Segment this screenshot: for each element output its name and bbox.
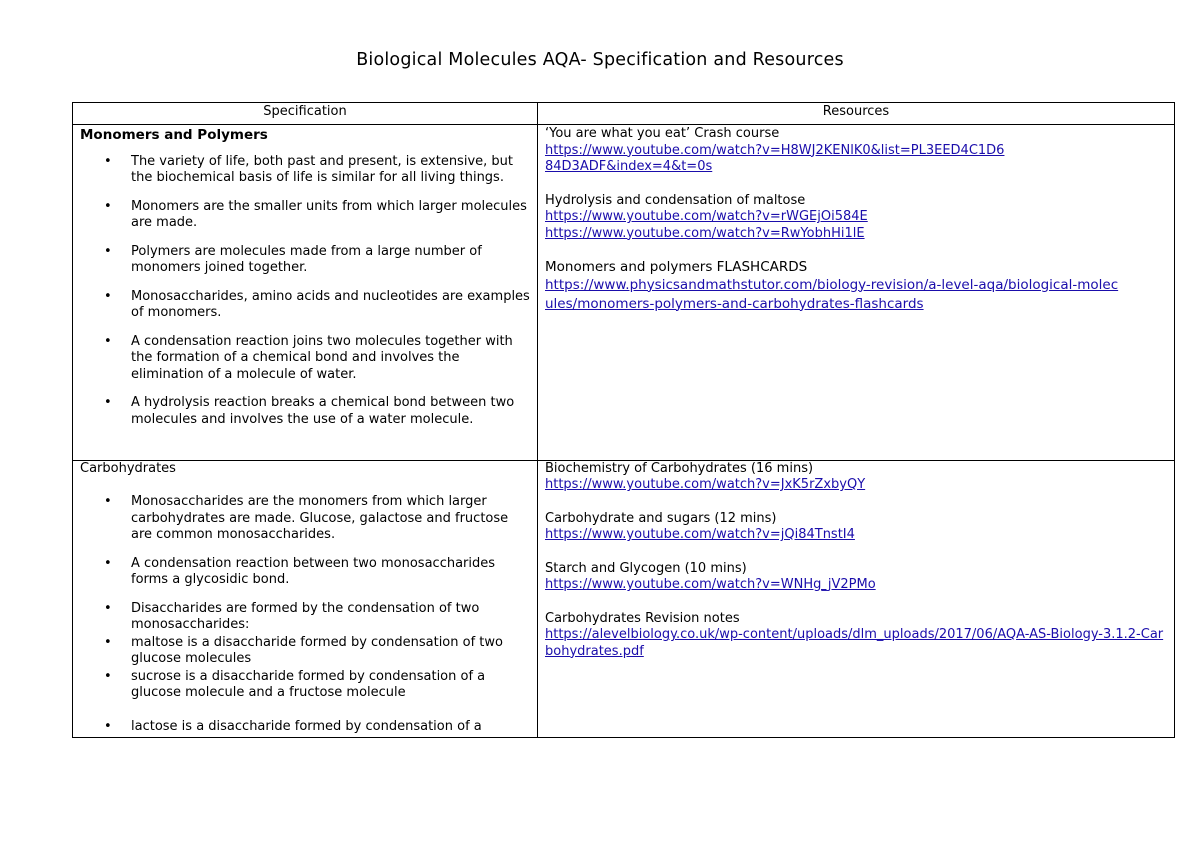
- section-title: Monomers and Polymers: [80, 127, 268, 144]
- resource-link[interactable]: https://www.youtube.com/watch?v=RwYobhHi1lE: [545, 225, 865, 241]
- list-item: • A condensation reaction joins two molecules together with the formation of a chemical bond and involves the elimination of a molecule of water.: [80, 334, 530, 384]
- list-item: • Polymers are molecules made from a large number of monomers joined together.: [80, 244, 530, 277]
- resources-cell: [538, 125, 1175, 461]
- spec-bullet-list: [80, 154, 530, 429]
- resource-title: Carbohydrates Revision notes: [545, 610, 740, 626]
- resource-title: Starch and Glycogen (10 mins): [545, 560, 747, 576]
- list-item: • The variety of life, both past and present, is extensive, but the biochemical basis of life is similar for all living things.: [80, 154, 530, 187]
- resource-link[interactable]: https://www.youtube.com/watch?v=jQi84TnstI4: [545, 527, 855, 543]
- resource-title: Biochemistry of Carbohydrates (16 mins): [545, 460, 814, 476]
- list-item: • Monosaccharides are the monomers from which larger carbohydrates are made. Glucose, galactose and fructose are common monosaccharides.: [80, 494, 530, 544]
- list-item: • Monosaccharides, amino acids and nucleotides are examples of monomers.: [80, 289, 530, 322]
- list-item: • sucrose is a disaccharide formed by condensation of a glucose molecule and a fructose molecule: [80, 669, 530, 702]
- resources-cell: [538, 460, 1175, 737]
- resource-title: Hydrolysis and condensation of maltose: [545, 192, 806, 208]
- resource-title: Carbohydrate and sugars (12 mins): [545, 510, 777, 526]
- resource-link[interactable]: https://www.youtube.com/watch?v=JxK5rZxbyQY: [545, 477, 866, 493]
- list-item: • A hydrolysis reaction breaks a chemical bond between two molecules and involves the use of a water molecule.: [80, 395, 530, 428]
- spec-cell: [73, 460, 538, 737]
- resource-group: [545, 611, 1167, 661]
- list-item: • A condensation reaction between two monosaccharides forms a glycosidic bond.: [80, 556, 530, 589]
- list-item: • Monomers are the smaller units from which larger molecules are made.: [80, 199, 530, 232]
- resource-link[interactable]: https://alevelbiology.co.uk/wp-content/uploads/dlm_uploads/2017/06/AQA-AS-Biology-3.1.2-Carbohydrates.pdf: [545, 627, 1164, 659]
- header-resources: Resources: [538, 103, 1175, 125]
- table-row: [73, 460, 1175, 737]
- resource-group: [545, 561, 1167, 594]
- resource-link[interactable]: https://www.youtube.com/watch?v=H8WJ2KENlK0&list=PL3EED4C1D684D3ADF&index=4&t=0s: [545, 142, 1005, 175]
- list-item: • maltose is a disaccharide formed by condensation of two glucose molecules: [80, 635, 530, 668]
- list-item: • Disaccharides are formed by the condensation of two monosaccharides:: [80, 601, 530, 634]
- resource-group: [545, 193, 1167, 243]
- resource-group: [545, 511, 1167, 544]
- resource-group: [545, 461, 1167, 494]
- resource-title: ‘You are what you eat’ Crash course: [545, 126, 780, 142]
- resource-group: [545, 126, 1167, 176]
- spec-resources-table: [72, 102, 1175, 738]
- resource-title: Monomers and polymers FLASHCARDS: [545, 259, 808, 276]
- table-row: [73, 125, 1175, 461]
- spec-bullet-list: [80, 494, 530, 735]
- list-item: • lactose is a disaccharide formed by condensation of a: [80, 719, 530, 735]
- section-title: Carbohydrates: [80, 460, 176, 476]
- resource-link[interactable]: https://www.youtube.com/watch?v=rWGEjOi584E: [545, 209, 868, 225]
- header-specification: Specification: [73, 103, 538, 125]
- resource-group: [545, 259, 1167, 314]
- page-title: Biological Molecules AQA- Specification and Resources: [356, 50, 844, 70]
- resource-link[interactable]: https://www.youtube.com/watch?v=WNHg_jV2PMo: [545, 577, 876, 593]
- spec-cell: [73, 125, 538, 461]
- table-header-row: [73, 103, 1175, 125]
- resource-link[interactable]: https://www.physicsandmathstutor.com/biology-revision/a-level-aqa/biological-molecules/monomers-polymers-and-carbohydrates-flashcards: [545, 276, 1119, 312]
